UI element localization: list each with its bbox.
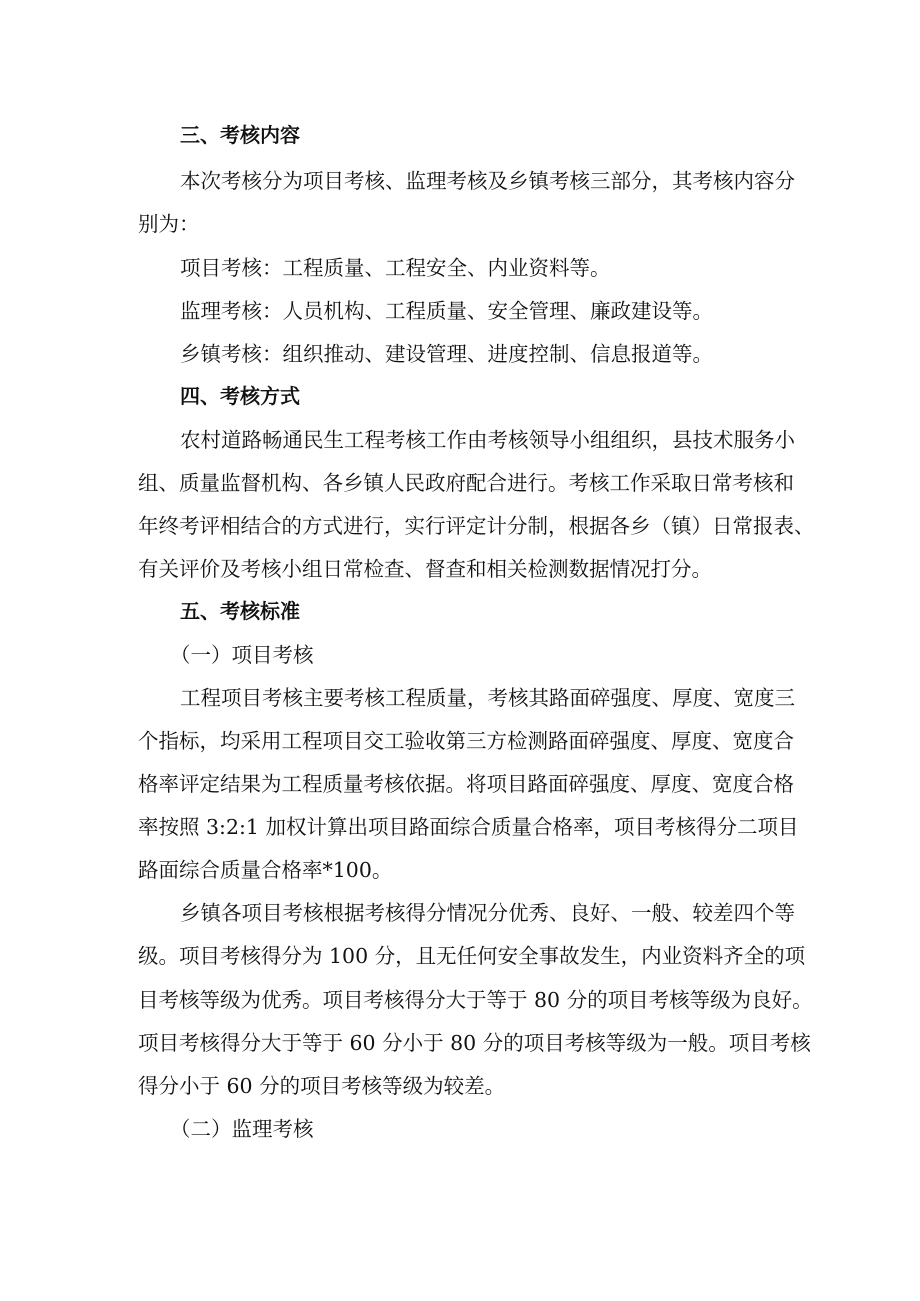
section-3-heading: 三、考核内容 <box>180 123 300 147</box>
paragraph-line: 路面综合质量合格率*100。 <box>138 858 393 882</box>
section-3-intro-line-2: 别为： <box>138 212 200 236</box>
section-5-heading: 五、考核标准 <box>180 599 300 623</box>
project-assessment-item: 项目考核：工程质量、工程安全、内业资料等。 <box>180 256 611 280</box>
subsection-1-heading: （一）项目考核 <box>170 643 314 667</box>
township-assessment-item: 乡镇考核：组织推动、建设管理、进度控制、信息报道等。 <box>180 342 713 366</box>
section-3-intro-line-1: 本次考核分为项目考核、监理考核及乡镇考核三部分，其考核内容分 <box>180 169 795 193</box>
section-4-heading: 四、考核方式 <box>180 384 300 408</box>
section-4-line: 农村道路畅通民生工程考核工作由考核领导小组组织，县技术服务小 <box>180 428 795 452</box>
supervision-assessment-item: 监理考核：人员机构、工程质量、安全管理、廉政建设等。 <box>180 299 713 323</box>
paragraph-line: 格率评定结果为工程质量考核依据。将项目路面碎强度、厚度、宽度合格 <box>138 772 794 796</box>
paragraph-line: 目考核等级为优秀。项目考核得分大于等于 80 分的项目考核等级为良好。 <box>138 988 813 1012</box>
section-4-line: 年终考评相结合的方式进行，实行评定计分制，根据各乡（镇）日常报表、 <box>138 514 815 538</box>
section-4-line: 有关评价及考核小组日常检查、督查和相关检测数据情况打分。 <box>138 557 712 581</box>
section-4-line: 组、质量监督机构、各乡镇人民政府配合进行。考核工作采取日常考核和 <box>138 471 794 495</box>
paragraph-line: 得分小于 60 分的项目考核等级为较差。 <box>138 1074 506 1098</box>
paragraph-line: 乡镇各项目考核根据考核得分情况分优秀、良好、一般、较差四个等 <box>180 901 795 925</box>
paragraph-line: 工程项目考核主要考核工程质量，考核其路面碎强度、厚度、宽度三 <box>180 686 795 710</box>
paragraph-line: 级。项目考核得分为 100 分，且无任何安全事故发生，内业资料齐全的项 <box>138 944 806 968</box>
paragraph-line: 项目考核得分大于等于 60 分小于 80 分的项目考核等级为一般。项目考核 <box>138 1031 811 1055</box>
paragraph-line: 个指标，均采用工程项目交工验收第三方检测路面碎强度、厚度、宽度合 <box>138 729 794 753</box>
paragraph-line: 率按照 3:2:1 加权计算出项目路面综合质量合格率，项目考核得分二项目 <box>138 815 799 839</box>
subsection-2-heading: （二）监理考核 <box>170 1117 314 1141</box>
